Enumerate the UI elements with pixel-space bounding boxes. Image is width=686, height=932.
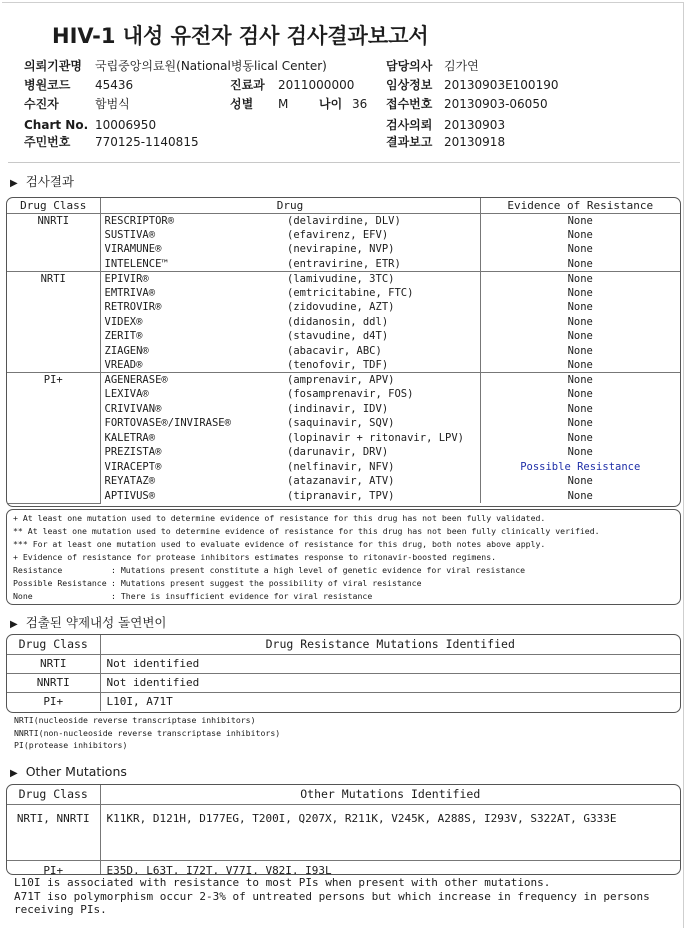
evidence-cell: None — [567, 243, 593, 256]
table-row — [7, 804, 680, 860]
evidence-cell: None — [567, 446, 593, 459]
drug-generic-cell: (zidovudine, AZT) — [287, 300, 480, 315]
evidence-cell: None — [567, 301, 593, 314]
drug-generic-cell: (amprenavir, APV) — [287, 373, 480, 388]
drug-generic-cell: (stavudine, d4T) — [287, 329, 480, 344]
table-row — [7, 387, 680, 402]
abbreviation-line: PI(protease inhibitors) — [14, 740, 128, 750]
drug-generic-cell: (efavirenz, EFV) — [287, 228, 480, 243]
patient-label: 수진자 — [24, 97, 59, 111]
other-mutations-cell: E35D, L63T, I72T, V77I, V82I, I93L — [106, 863, 332, 875]
report-title: HIV-1 내성 유전자 검사 검사결과보고서 — [52, 24, 429, 48]
chart-no-value: 10006950 — [95, 118, 157, 132]
mut-class-cell: NNRTI — [7, 673, 100, 692]
triangle-bullet-icon: ▶ — [10, 178, 18, 189]
definition-term: None — [13, 591, 33, 601]
footnote-line: ** At least one mutation used to determine evidence of resistance for this drug has not been fully clinically verified. — [13, 526, 600, 536]
mutations-section-title — [10, 613, 166, 631]
drug-brand-cell: INTELENCE™ — [100, 257, 287, 272]
drug-brand-cell: SUSTIVA® — [104, 228, 156, 241]
evidence-cell: None — [567, 431, 593, 444]
table-row — [7, 445, 680, 460]
sex-label: 성별 — [230, 97, 254, 111]
age-label: 나이 — [319, 97, 343, 111]
drug-brand-cell: APTIVUS® — [104, 489, 156, 502]
evidence-cell: None — [567, 214, 593, 227]
results-title-text: 검사결과 — [25, 174, 75, 189]
definition-text: : Mutations present suggest the possibility of viral resistance — [111, 578, 422, 588]
sex-value: M — [278, 97, 289, 111]
table-row — [7, 300, 680, 315]
drug-brand-cell: VIRAMUNE® — [104, 243, 162, 256]
footnote-line: + Evidence of resistance for protease inhibitors estimates response to ritonavir-boosted regimens. — [13, 552, 497, 562]
table-row — [7, 358, 680, 373]
evidence-cell: None — [567, 388, 593, 401]
table-row — [7, 860, 680, 875]
drug-brand-cell: VREAD® — [100, 358, 287, 373]
definition-text: : Mutations present constitute a high level of genetic evidence for viral resistance — [111, 565, 526, 575]
drug-generic-cell: (tenofovir, TDF) — [287, 358, 480, 373]
drug-brand-cell: REYATAZ® — [104, 475, 156, 488]
footer-line: receiving PIs. — [14, 903, 107, 916]
table-row — [7, 692, 680, 711]
receipt-no-value: 20130903-06050 — [444, 97, 548, 111]
table-row — [7, 460, 680, 475]
receipt-no-label: 접수번호 — [386, 97, 433, 111]
drug-brand-cell: PREZISTA® — [104, 446, 162, 459]
clinical-info-value: 20130903E100190 — [444, 78, 559, 92]
evidence-cell: None — [567, 272, 593, 285]
resistance-table-box — [6, 197, 681, 507]
col-drug-class: Drug Class — [7, 198, 100, 213]
other-table-box — [6, 784, 681, 875]
institution-value: 국립중앙의료원(National병동lical Center) — [95, 59, 327, 73]
drug-generic-cell: (saquinavir, SQV) — [287, 416, 480, 431]
drug-generic-cell: (emtricitabine, FTC) — [287, 286, 480, 301]
hospital-code-label: 병원코드 — [24, 78, 71, 92]
drug-generic-cell: (fosamprenavir, FOS) — [287, 387, 480, 402]
drug-generic-cell: (entravirine, ETR) — [287, 257, 480, 272]
table-row — [7, 431, 680, 446]
col-evidence: Evidence of Resistance — [480, 198, 680, 213]
evidence-cell: None — [567, 330, 593, 343]
table-row — [7, 673, 680, 692]
evidence-cell: None — [567, 228, 593, 241]
age-value: 36 — [352, 97, 368, 111]
evidence-cell: None — [480, 257, 680, 272]
definition-row — [13, 564, 674, 577]
table-row — [7, 416, 680, 431]
table-row — [7, 228, 680, 243]
evidence-cell: None — [567, 344, 593, 357]
drug-brand-cell: LEXIVA® — [104, 388, 149, 401]
table-row — [7, 402, 680, 417]
resistance-table — [7, 198, 680, 504]
drug-generic-cell: (delavirdine, DLV) — [287, 213, 480, 228]
footnote-line: + At least one mutation used to determine evidence of resistance for this drug has not been fully validated. — [13, 513, 546, 523]
evidence-cell: None — [567, 315, 593, 328]
table-row — [7, 271, 680, 286]
patient-value: 함범식 — [95, 97, 130, 111]
abbreviation-line: NRTI(nucleoside reverse transcriptase inhibitors) — [14, 715, 256, 725]
result-report-label: 결과보고 — [386, 135, 433, 149]
drug-generic-cell: (didanosin, ddl) — [287, 315, 480, 330]
abbreviation-line: NNRTI(non-nucleoside reverse transcriptase inhibitors) — [14, 727, 281, 738]
resident-no-value: 770125-1140815 — [95, 135, 199, 149]
other-col-drug-class: Drug Class — [7, 785, 100, 804]
abbreviations — [14, 714, 280, 752]
footer-notes — [14, 876, 650, 917]
drug-brand-cell: FORTOVASE®/INVIRASE® — [104, 417, 231, 430]
institution-label: 의뢰기관명 — [24, 59, 82, 73]
evidence-cell: Possible Resistance — [520, 460, 641, 473]
drug-class-cell: NNRTI — [7, 213, 100, 271]
table-row — [7, 654, 680, 673]
table-row — [7, 286, 680, 301]
evidence-cell: None — [567, 417, 593, 430]
table-row — [7, 213, 680, 228]
table-row — [7, 373, 680, 388]
definition-row — [13, 590, 674, 603]
drug-generic-cell: (abacavir, ABC) — [287, 344, 480, 359]
doctor-value: 김가연 — [444, 59, 479, 73]
results-section-title — [10, 172, 74, 190]
drug-brand-cell: CRIVIVAN® — [104, 402, 162, 415]
mut-col-drug-class: Drug Class — [7, 635, 100, 654]
drug-generic-cell: (atazanavir, ATV) — [287, 474, 480, 489]
mut-class-cell: NRTI — [7, 654, 100, 673]
mut-value-cell: Not identified — [100, 673, 680, 692]
department-value: 2011000000 — [278, 78, 355, 92]
triangle-bullet-icon: ▶ — [10, 768, 18, 779]
mut-value-cell: L10I, A71T — [106, 695, 173, 709]
drug-class-cell: NRTI — [7, 271, 100, 373]
drug-brand-cell: EMTRIVA® — [104, 286, 156, 299]
drug-class-cell: PI+ — [7, 373, 100, 504]
other-class-cell: PI+ — [7, 860, 100, 875]
mutations-table-box — [6, 634, 681, 713]
drug-generic-cell: (lopinavir + ritonavir, LPV) — [287, 431, 480, 446]
other-title-text: Other Mutations — [25, 764, 127, 779]
hospital-code-value: 45436 — [95, 78, 134, 92]
doctor-label: 담당의사 — [386, 59, 433, 73]
evidence-cell: None — [567, 489, 593, 502]
drug-generic-cell: (tipranavir, TPV) — [287, 489, 480, 504]
table-row — [7, 315, 680, 330]
evidence-cell: None — [567, 374, 593, 386]
evidence-cell: None — [567, 475, 593, 488]
mutations-table — [7, 635, 680, 711]
mutations-title-text: 검출된 약제내성 돌연변이 — [25, 615, 167, 630]
chart-no-label: Chart No. — [24, 118, 89, 132]
drug-brand-cell: VIRACEPT® — [104, 460, 162, 473]
mut-value-cell: Not identified — [100, 654, 680, 673]
drug-brand-cell: KALETRA® — [104, 431, 156, 444]
other-class-cell: NRTI, NNRTI — [7, 804, 100, 860]
definition-term: Resistance — [13, 565, 63, 575]
triangle-bullet-icon: ▶ — [10, 619, 18, 630]
test-request-label: 검사의뢰 — [386, 118, 433, 132]
department-label: 진료과 — [230, 78, 265, 92]
footer-line: L10I is associated with resistance to most PIs when present with other mutations. — [14, 876, 551, 889]
evidence-cell: None — [567, 402, 593, 415]
test-request-value: 20130903 — [444, 118, 506, 132]
footnote-line: *** For at least one mutation used to evaluate evidence of resistance for this drug, both notes above apply. — [13, 539, 546, 549]
other-section-title — [10, 764, 127, 779]
drug-brand-cell: AGENERASE® — [104, 374, 168, 386]
mut-class-cell: PI+ — [7, 692, 100, 711]
drug-generic-cell: (indinavir, IDV) — [287, 402, 480, 417]
table-row — [7, 242, 680, 257]
definition-term: Possible Resistance — [13, 578, 107, 588]
drug-brand-cell: EPIVIR® — [104, 272, 149, 285]
drug-generic-cell: (nevirapine, NVP) — [287, 242, 480, 257]
drug-generic-cell: (nelfinavir, NFV) — [287, 460, 480, 475]
other-mutations-cell: K11KR, D121H, D177EG, T200I, Q207X, R211K, V245K, A288S, I293V, S322AT, G333E — [100, 804, 680, 860]
table-row — [7, 474, 680, 489]
table-row — [7, 257, 680, 272]
other-col-identified: Other Mutations Identified — [100, 785, 680, 804]
table-row — [7, 344, 680, 359]
table-row — [7, 489, 680, 504]
evidence-cell: None — [480, 358, 680, 373]
drug-brand-cell: RESCRIPTOR® — [104, 214, 175, 227]
clinical-info-label: 임상정보 — [386, 78, 433, 92]
resident-no-label: 주민번호 — [24, 135, 71, 149]
other-mutations-table — [7, 785, 680, 875]
notes-box — [6, 509, 681, 605]
mut-col-identified: Drug Resistance Mutations Identified — [100, 635, 680, 654]
drug-brand-cell: RETROVIR® — [104, 301, 162, 314]
drug-brand-cell: ZERIT® — [104, 330, 143, 343]
table-row — [7, 329, 680, 344]
footer-line: A71T iso polymorphism occur 2-3% of untreated persons but which increase in frequency in persons — [14, 889, 650, 903]
definition-text: : There is insufficient evidence for viral resistance — [111, 591, 373, 601]
drug-generic-cell: (darunavir, DRV) — [287, 445, 480, 460]
definition-row — [13, 577, 674, 590]
drug-brand-cell: ZIAGEN® — [104, 344, 149, 357]
col-drug: Drug — [100, 198, 480, 213]
drug-brand-cell: VIDEX® — [104, 315, 143, 328]
result-report-value: 20130918 — [444, 135, 506, 149]
header-divider — [8, 162, 680, 163]
drug-generic-cell: (lamivudine, 3TC) — [287, 271, 480, 286]
evidence-cell: None — [567, 286, 593, 299]
